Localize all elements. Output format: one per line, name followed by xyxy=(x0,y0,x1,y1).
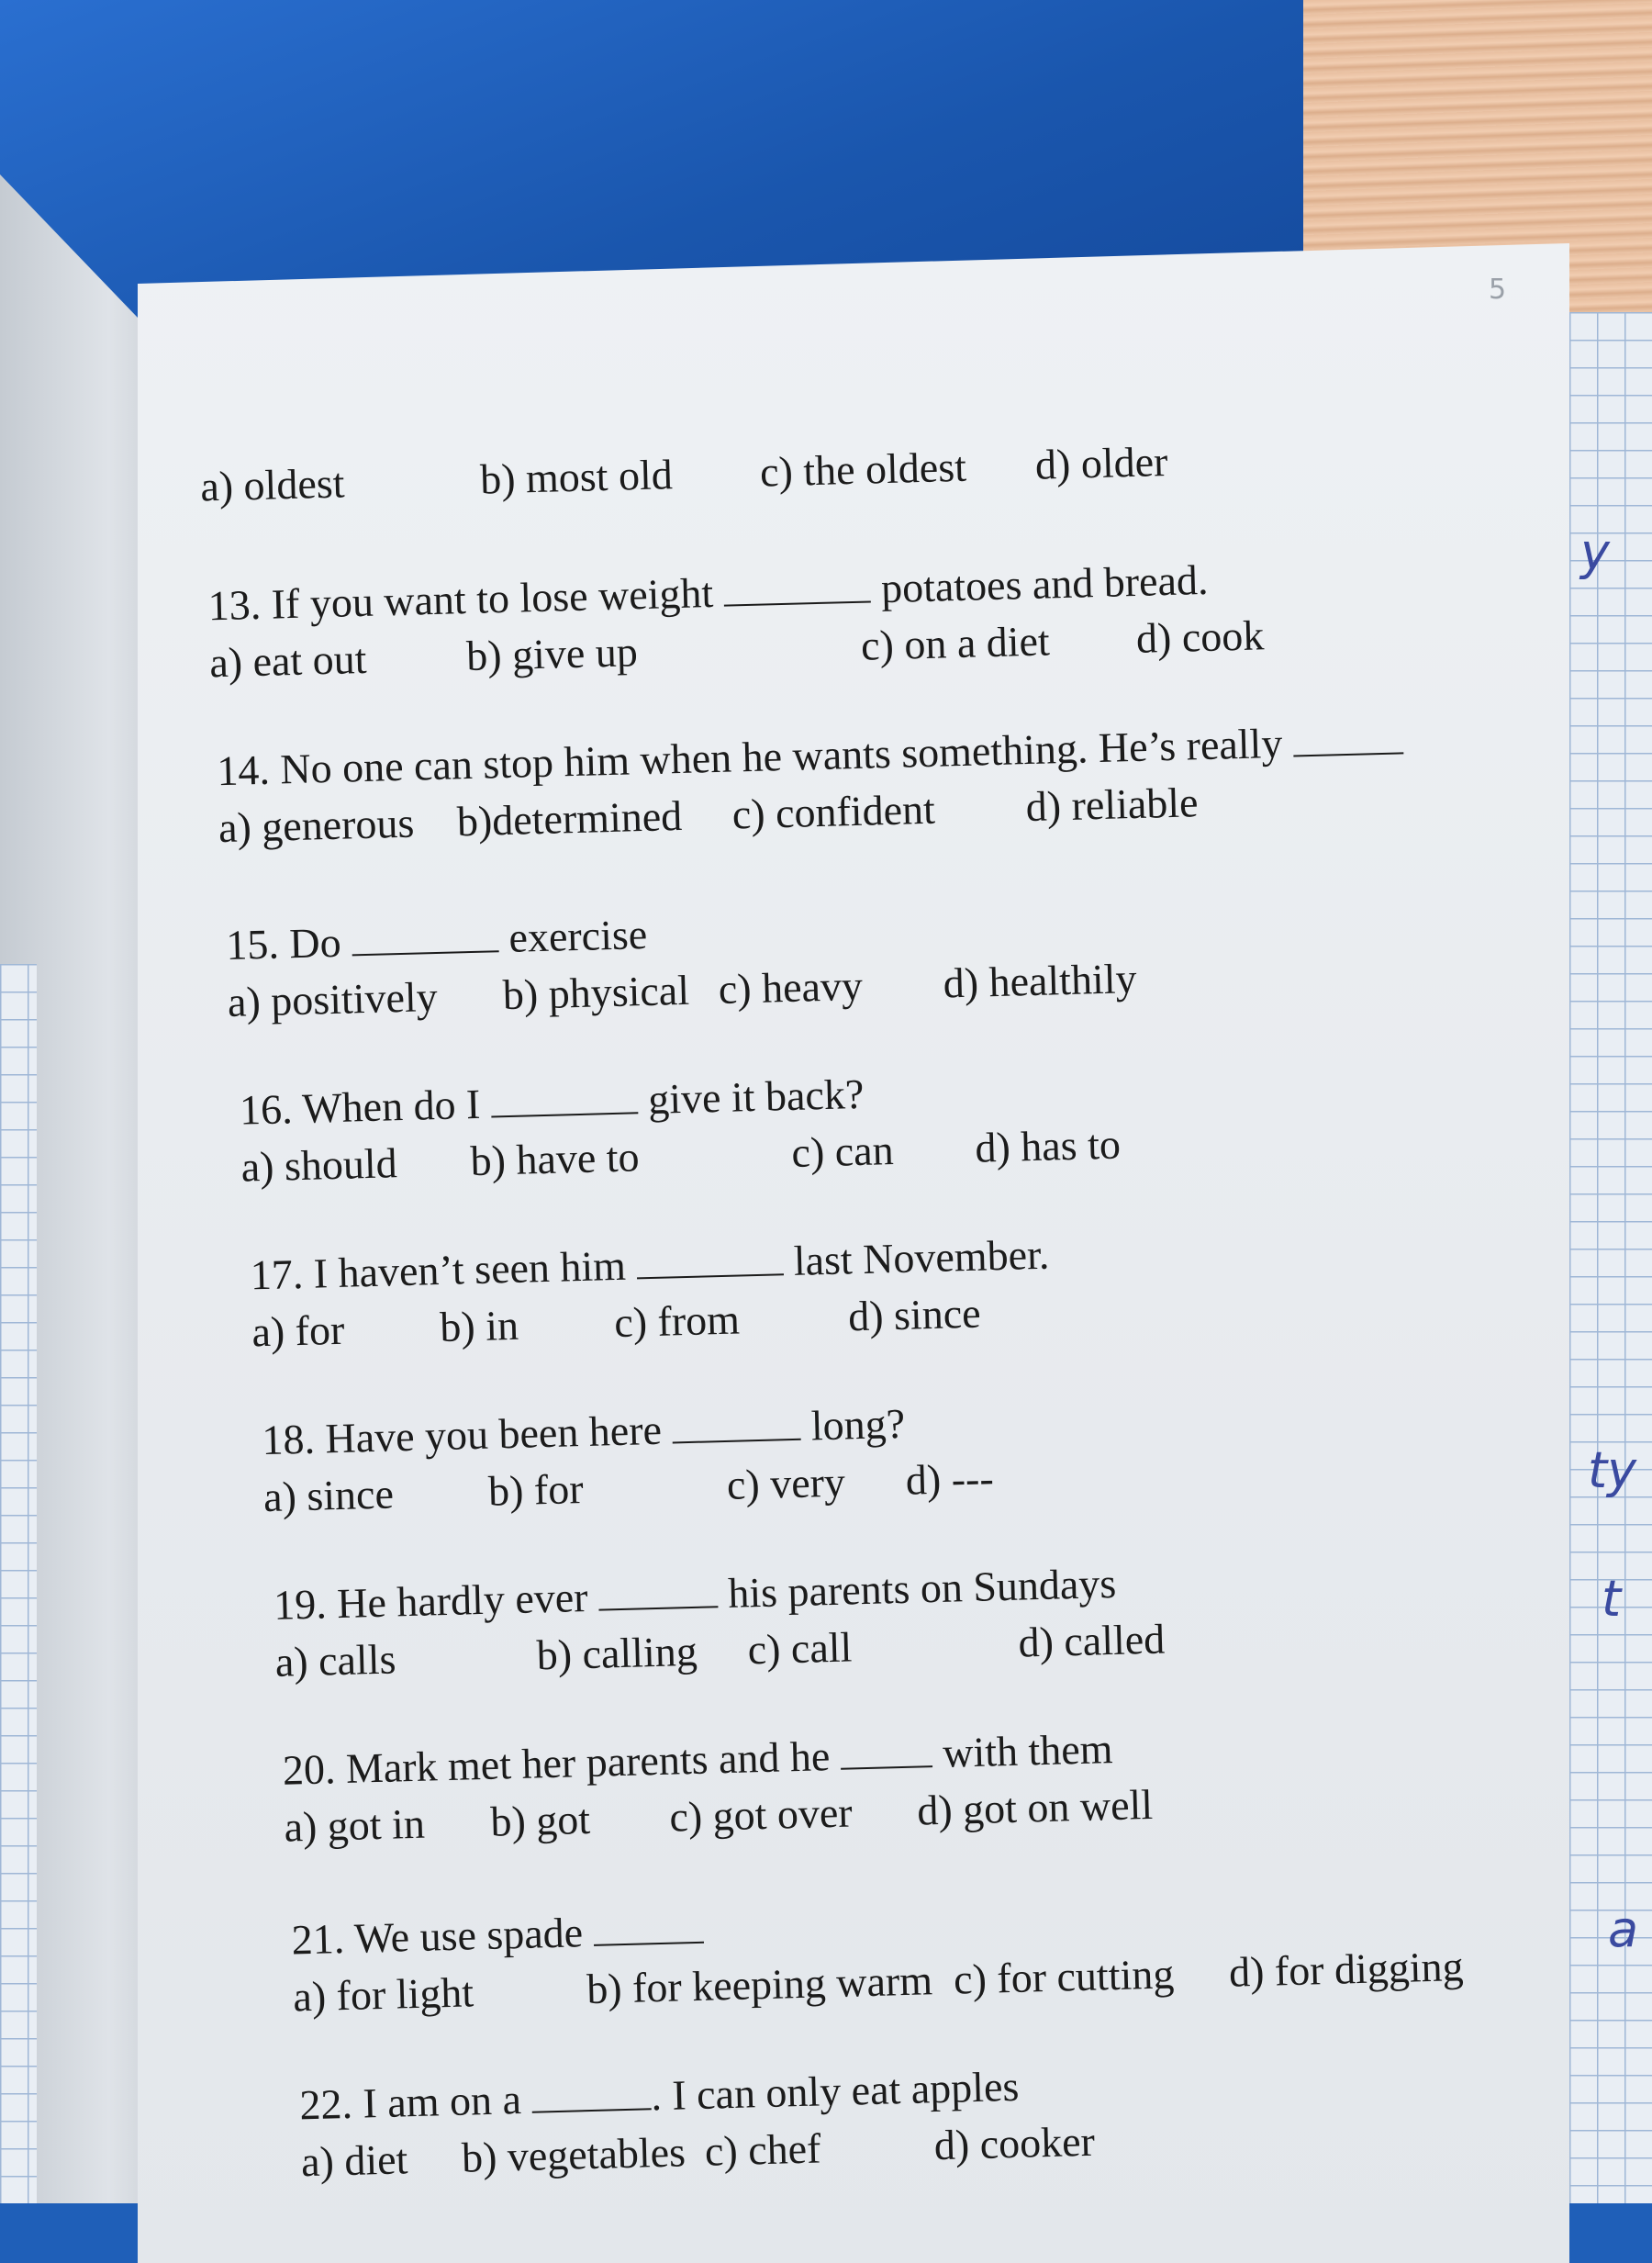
answer-blank xyxy=(723,567,871,606)
option-b: b) most old xyxy=(479,451,674,503)
question-number: 14. xyxy=(216,745,271,795)
option-a: a) for light xyxy=(292,1968,474,2021)
question-stem xyxy=(261,1399,906,1464)
question-number: 13. xyxy=(207,580,262,630)
option-a: a) since xyxy=(262,1470,395,1521)
option-c: c) from xyxy=(613,1295,741,1347)
question-number: 15. xyxy=(225,920,280,969)
question-number: 17. xyxy=(250,1249,304,1299)
option-c: c) very xyxy=(726,1458,846,1508)
question-stem xyxy=(239,1070,865,1134)
option-a: a) for xyxy=(251,1305,345,1356)
answer-blank xyxy=(351,917,498,956)
handwritten-mark: t xyxy=(1602,1570,1622,1628)
option-c: c) confident xyxy=(731,785,936,838)
option-a: a) got in xyxy=(283,1799,426,1851)
option-d: d) healthily xyxy=(943,955,1138,1007)
option-b: b) vegetables xyxy=(461,2128,686,2181)
option-b: b) have to xyxy=(469,1133,641,1185)
option-d: d) called xyxy=(1017,1615,1166,1666)
option-c: c) got over xyxy=(668,1788,854,1841)
option-b: b) give up xyxy=(465,628,639,680)
handwritten-mark: ty xyxy=(1588,1441,1637,1499)
question-number: 19. xyxy=(273,1580,328,1629)
answer-blank xyxy=(636,1240,784,1279)
question-stem xyxy=(298,2062,1020,2129)
option-a: a) eat out xyxy=(208,634,368,687)
option-d: d) for digging xyxy=(1228,1943,1465,1996)
question-stem xyxy=(282,1725,1114,1794)
question-text-after: with them xyxy=(942,1725,1114,1776)
question-text: We use spade xyxy=(353,1909,584,1962)
option-d: d) cooker xyxy=(933,2117,1096,2169)
question-text: No one can stop him when he wants something. He’s really xyxy=(279,719,1283,793)
answer-blank xyxy=(597,1573,718,1610)
question-text: Have you been here xyxy=(324,1406,663,1462)
handwritten-mark: y xyxy=(1580,523,1610,581)
question-text: I haven’t seen him xyxy=(313,1241,627,1297)
option-a: a) calls xyxy=(274,1635,396,1686)
question-text-after: long? xyxy=(810,1399,906,1450)
answer-blank xyxy=(490,1079,638,1117)
answer-blank xyxy=(593,1909,704,1946)
answer-blank xyxy=(1292,719,1403,756)
question-number: 16. xyxy=(239,1085,294,1134)
question-text: I am on a xyxy=(362,2076,522,2127)
option-c: c) call xyxy=(747,1623,853,1674)
option-a: a) positively xyxy=(227,973,439,1025)
option-c: c) for cutting xyxy=(953,1950,1175,2003)
page-number: 5 xyxy=(1489,274,1507,306)
question-text-after: . I can only eat apples xyxy=(650,2062,1020,2120)
option-d: d) since xyxy=(847,1289,982,1340)
question-stem xyxy=(207,555,1210,630)
option-c: c) heavy xyxy=(718,961,864,1013)
option-d: d) older xyxy=(1034,437,1168,488)
option-d: d) has to xyxy=(974,1120,1122,1171)
option-d: d) --- xyxy=(905,1454,995,1504)
answer-blank xyxy=(672,1406,801,1444)
option-a: a) diet xyxy=(300,2135,408,2186)
question-text: Do xyxy=(288,918,342,968)
option-a: a) generous xyxy=(218,799,415,852)
option-d: d) got on well xyxy=(916,1780,1154,1834)
option-c: c) chef xyxy=(704,2124,821,2175)
question-stem xyxy=(225,910,648,969)
question-stem xyxy=(216,719,1404,795)
question-text-after: his parents on Sundays xyxy=(727,1559,1117,1617)
option-b: b) for xyxy=(487,1465,585,1515)
option-a: a) oldest xyxy=(199,459,346,510)
question-text: Mark met her parents and he xyxy=(345,1732,831,1792)
option-b: b) calling xyxy=(536,1627,698,1679)
option-c: c) the oldest xyxy=(759,443,967,496)
option-a: a) should xyxy=(240,1139,398,1191)
answer-blank xyxy=(840,1732,932,1770)
option-b: b)determined xyxy=(456,791,683,846)
question-stem xyxy=(291,1909,704,1962)
question-text: When do I xyxy=(301,1080,482,1132)
question-text: If you want to lose weight xyxy=(271,568,714,628)
question-text-after: exercise xyxy=(508,910,648,961)
option-b: b) for keeping warm xyxy=(586,1956,933,2013)
option-d: d) cook xyxy=(1135,611,1265,662)
question-text-after: give it back? xyxy=(647,1070,865,1124)
question-stem xyxy=(250,1230,1050,1299)
question-number: 21. xyxy=(291,1915,345,1964)
question-number: 20. xyxy=(282,1745,337,1794)
option-d: d) reliable xyxy=(1025,779,1200,831)
answer-blank xyxy=(531,2075,652,2112)
option-c: c) on a diet xyxy=(860,617,1051,669)
question-number: 22. xyxy=(298,2079,353,2129)
question-text-after: potatoes and bread. xyxy=(880,555,1210,612)
option-b: b) got xyxy=(489,1795,591,1845)
question-text-after: last November. xyxy=(793,1230,1050,1284)
handwritten-mark: a xyxy=(1608,1900,1639,1958)
option-c: c) can xyxy=(790,1126,895,1176)
question-number: 18. xyxy=(261,1415,316,1464)
option-b: b) physical xyxy=(502,966,690,1019)
option-b: b) in xyxy=(439,1301,519,1351)
question-stem xyxy=(273,1559,1117,1629)
question-text: He hardly ever xyxy=(336,1573,589,1628)
